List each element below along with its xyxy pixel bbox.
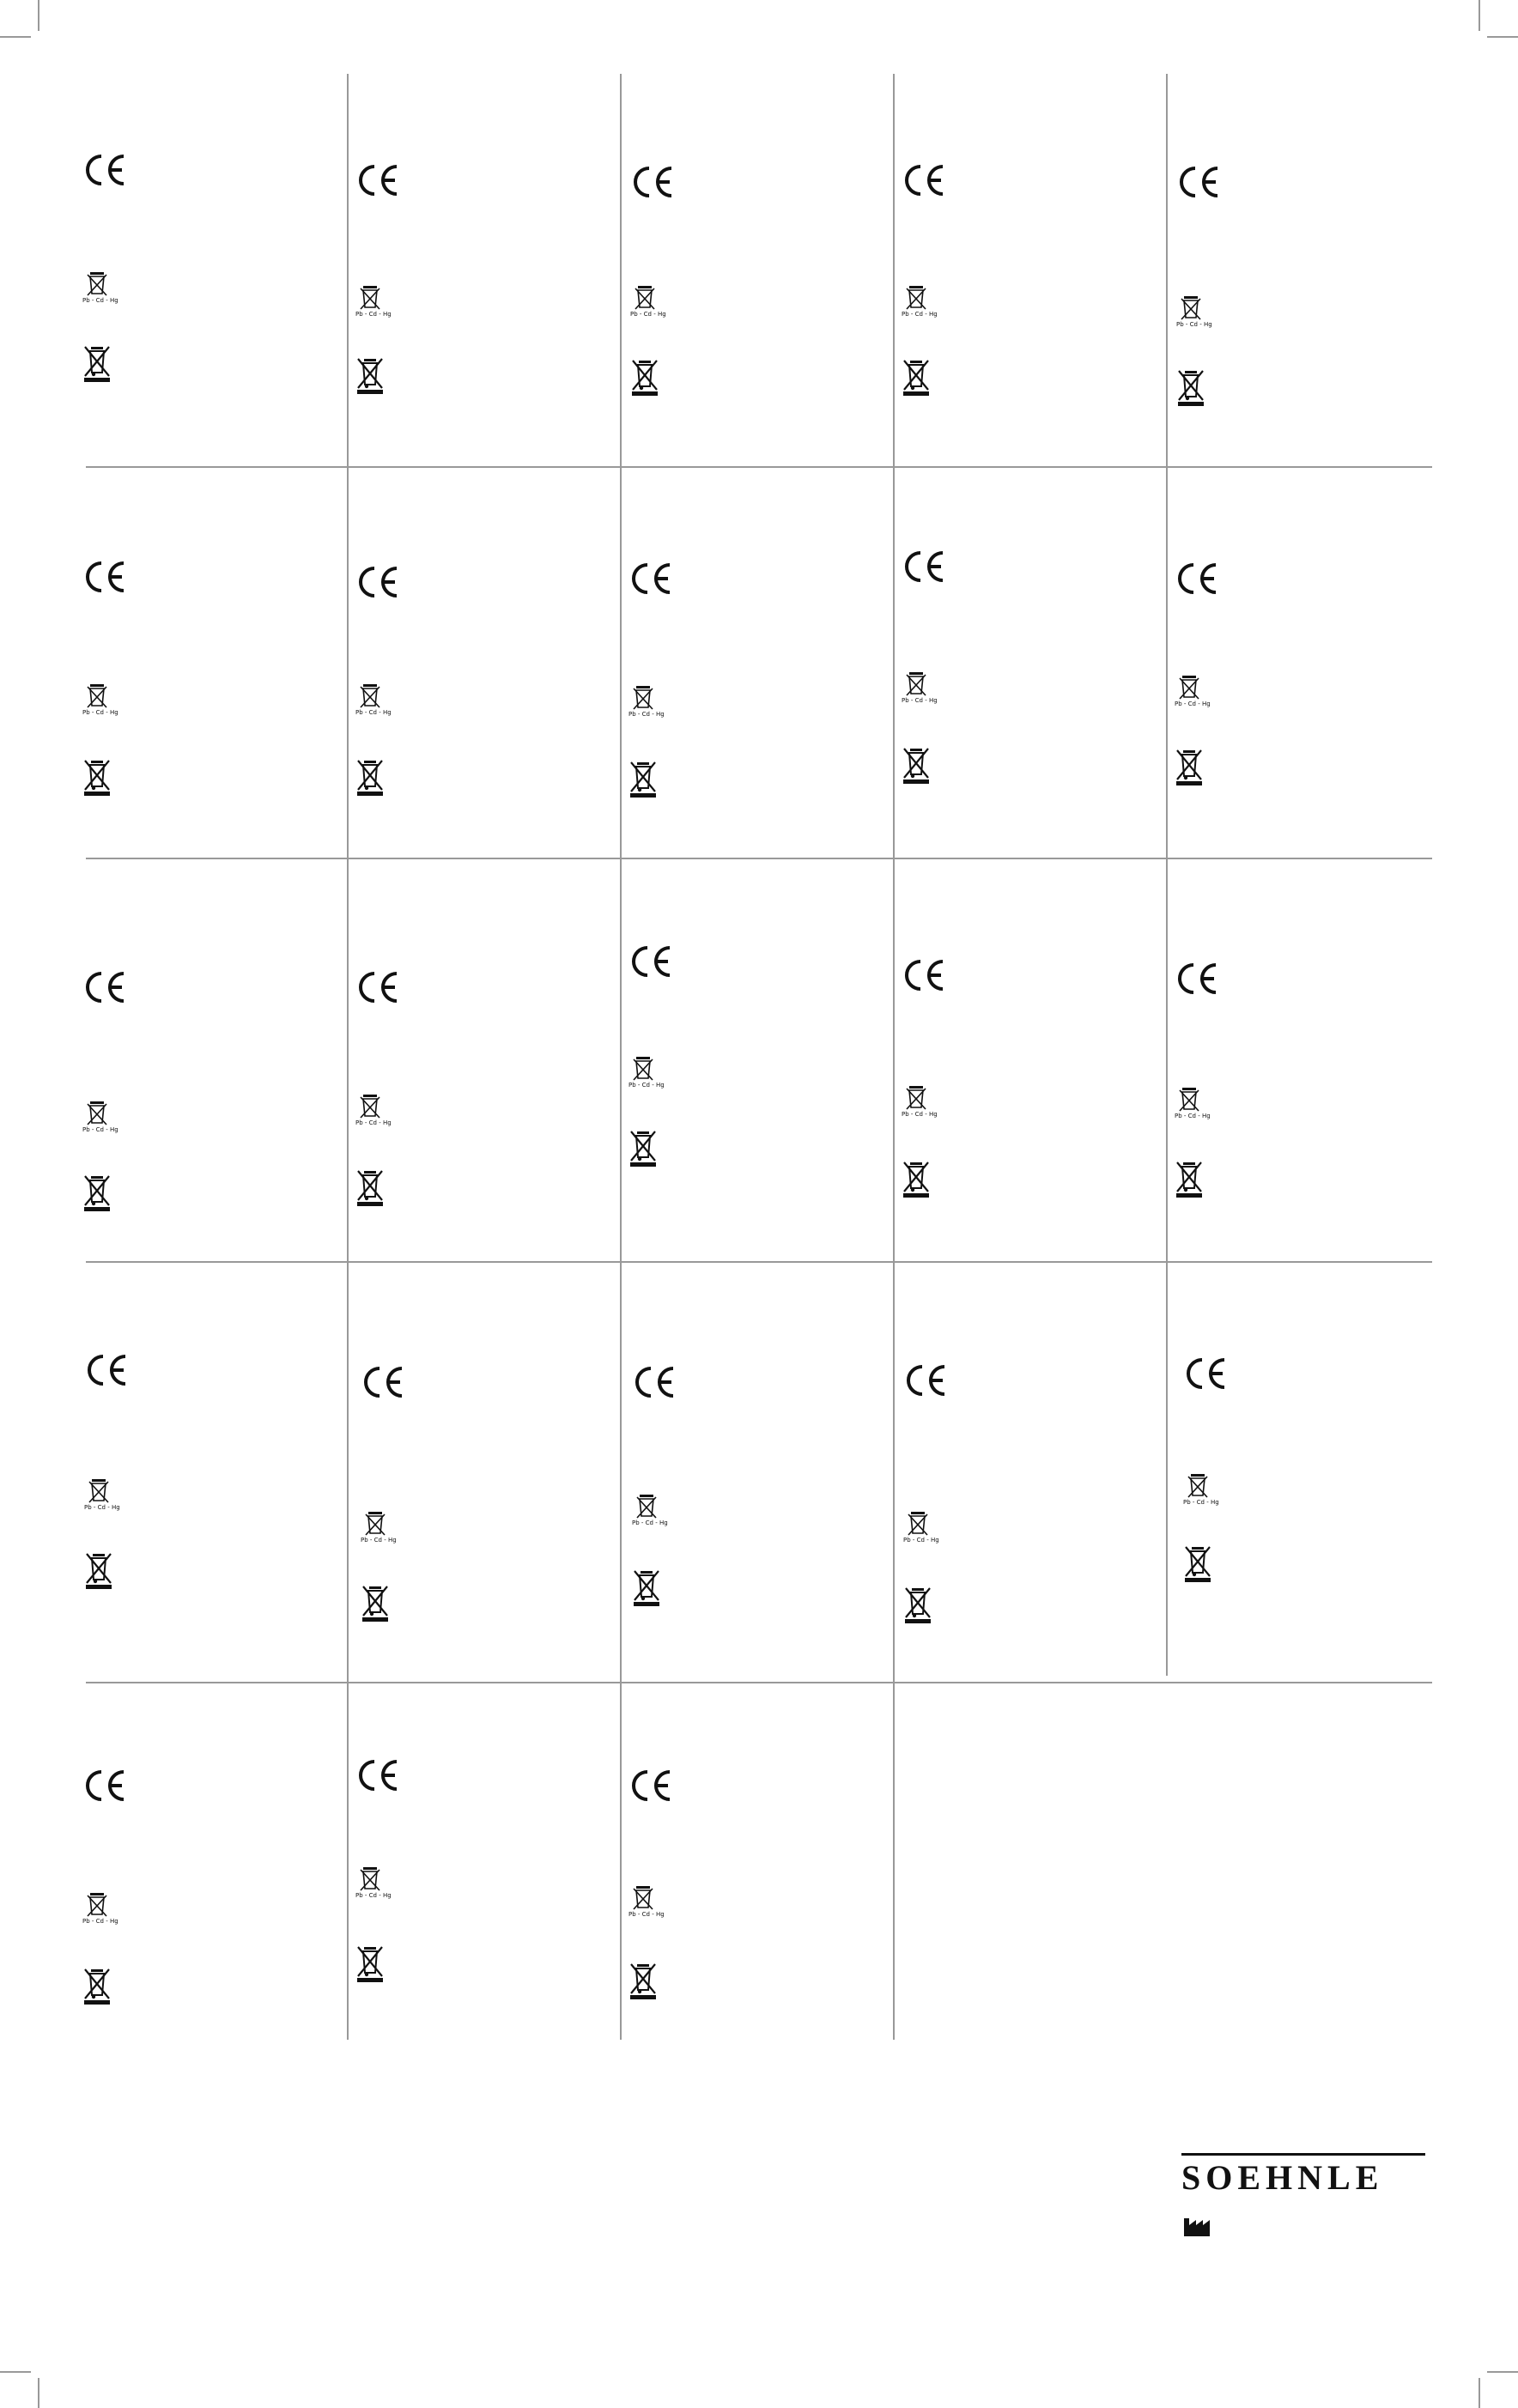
weee-bin-icon xyxy=(902,745,931,785)
battery-disposal-icon xyxy=(630,285,666,321)
crop-mark xyxy=(1479,2378,1480,2408)
ce-mark-icon xyxy=(902,956,946,994)
ce-mark-icon xyxy=(82,968,127,1006)
battery-disposal-icon xyxy=(84,1478,120,1514)
symbol-cell xyxy=(82,1265,349,1643)
battery-chemicals-label: Pb - Cd - Hg xyxy=(84,1504,120,1511)
symbol-cell xyxy=(81,470,347,848)
weee-bin-icon xyxy=(902,357,931,397)
symbol-cell xyxy=(354,74,620,452)
ce-mark-icon xyxy=(355,563,400,601)
ce-mark-icon xyxy=(82,151,127,189)
battery-disposal-icon xyxy=(82,1101,118,1137)
grid-row-divider xyxy=(86,858,1432,859)
weee-bin-icon xyxy=(1175,747,1204,786)
ce-mark-icon xyxy=(361,1363,405,1401)
battery-disposal-icon xyxy=(361,1511,397,1547)
battery-chemicals-label: Pb - Cd - Hg xyxy=(355,1892,392,1899)
grid-row-divider xyxy=(86,1261,1432,1263)
battery-disposal-icon xyxy=(355,1094,392,1130)
ce-mark-icon xyxy=(1176,163,1221,201)
battery-chemicals-label: Pb - Cd - Hg xyxy=(82,709,118,716)
weee-bin-icon xyxy=(903,1585,932,1624)
battery-chemicals-label: Pb - Cd - Hg xyxy=(82,297,118,304)
battery-disposal-icon xyxy=(632,1494,668,1530)
weee-bin-icon xyxy=(1183,1544,1212,1583)
brand-logo xyxy=(1181,2153,1429,2195)
ce-mark-icon xyxy=(632,1363,677,1401)
weee-bin-icon xyxy=(1175,1159,1204,1198)
battery-disposal-icon xyxy=(1176,295,1212,331)
symbol-cell xyxy=(627,470,893,848)
weee-bin-icon xyxy=(361,1583,390,1623)
weee-bin-icon xyxy=(902,1159,931,1198)
grid-column-divider xyxy=(620,74,622,2040)
weee-bin-icon xyxy=(630,357,659,397)
grid-row-divider xyxy=(86,1682,1432,1683)
crop-mark xyxy=(1487,36,1518,38)
weee-bin-icon xyxy=(628,759,658,798)
battery-chemicals-label: Pb - Cd - Hg xyxy=(903,1537,939,1544)
ce-mark-icon xyxy=(84,1351,129,1389)
weee-bin-icon xyxy=(628,1961,658,2000)
battery-chemicals-label: Pb - Cd - Hg xyxy=(355,709,392,716)
crop-mark xyxy=(0,36,31,38)
ce-mark-icon xyxy=(902,548,946,585)
ce-mark-icon xyxy=(355,968,400,1006)
symbol-cell xyxy=(630,1265,896,1643)
battery-disposal-icon xyxy=(355,1866,392,1902)
battery-chemicals-label: Pb - Cd - Hg xyxy=(355,1119,392,1126)
battery-chemicals-label: Pb - Cd - Hg xyxy=(628,711,665,718)
battery-disposal-icon xyxy=(628,1885,665,1921)
manufacturer-factory-icon xyxy=(1183,2215,1211,2237)
battery-chemicals-label: Pb - Cd - Hg xyxy=(82,1126,118,1133)
brand-name: SOEHNLE xyxy=(1181,2158,1384,2197)
ce-mark-icon xyxy=(903,1362,948,1399)
battery-chemicals-label: Pb - Cd - Hg xyxy=(632,1519,668,1526)
ce-mark-icon xyxy=(1183,1355,1228,1392)
battery-disposal-icon xyxy=(628,685,665,721)
ce-mark-icon xyxy=(630,163,675,201)
battery-chemicals-label: Pb - Cd - Hg xyxy=(1176,321,1212,328)
battery-disposal-icon xyxy=(902,285,938,321)
symbol-cell xyxy=(354,470,620,848)
battery-disposal-icon xyxy=(902,1085,938,1121)
weee-bin-icon xyxy=(355,355,385,395)
symbol-cell xyxy=(81,74,347,452)
weee-bin-icon xyxy=(82,343,112,383)
battery-disposal-icon xyxy=(903,1511,939,1547)
battery-chemicals-label: Pb - Cd - Hg xyxy=(630,311,666,318)
weee-bin-icon xyxy=(84,1550,113,1590)
battery-chemicals-label: Pb - Cd - Hg xyxy=(628,1911,665,1918)
symbol-cell xyxy=(1173,470,1439,848)
symbol-cell xyxy=(628,74,895,452)
ce-mark-icon xyxy=(628,1767,673,1804)
battery-chemicals-label: Pb - Cd - Hg xyxy=(902,1111,938,1118)
battery-chemicals-label: Pb - Cd - Hg xyxy=(1175,701,1211,707)
symbol-cell xyxy=(627,1686,893,2064)
battery-disposal-icon xyxy=(1175,675,1211,711)
logo-rule xyxy=(1181,2153,1425,2156)
ce-mark-icon xyxy=(628,560,673,597)
ce-mark-icon xyxy=(82,558,127,596)
battery-disposal-icon xyxy=(628,1056,665,1092)
battery-chemicals-label: Pb - Cd - Hg xyxy=(902,311,938,318)
battery-disposal-icon xyxy=(355,683,392,719)
ce-mark-icon xyxy=(355,161,400,199)
ce-mark-icon xyxy=(902,161,946,199)
weee-bin-icon xyxy=(82,757,112,797)
weee-bin-icon xyxy=(355,1168,385,1207)
symbol-cell xyxy=(900,862,1166,1240)
weee-bin-icon xyxy=(628,1128,658,1168)
symbol-cell xyxy=(627,862,893,1240)
weee-bin-icon xyxy=(1176,367,1205,407)
symbol-cell xyxy=(902,1265,1168,1643)
symbol-cell xyxy=(900,470,1166,848)
symbol-cell xyxy=(354,1686,620,2064)
symbol-cell xyxy=(354,862,620,1240)
grid-column-divider xyxy=(347,74,349,2040)
battery-chemicals-label: Pb - Cd - Hg xyxy=(1183,1499,1219,1506)
battery-disposal-icon xyxy=(1183,1473,1219,1509)
symbol-cell xyxy=(359,1265,625,1643)
crop-mark xyxy=(1479,0,1480,31)
symbol-cell xyxy=(81,862,347,1240)
crop-mark xyxy=(0,2371,31,2373)
battery-disposal-icon xyxy=(1175,1087,1211,1123)
crop-mark xyxy=(38,0,39,31)
symbol-cell xyxy=(1175,74,1441,452)
battery-disposal-icon xyxy=(82,683,118,719)
crop-mark xyxy=(38,2378,39,2408)
battery-chemicals-label: Pb - Cd - Hg xyxy=(361,1537,397,1544)
weee-bin-icon xyxy=(355,757,385,797)
battery-chemicals-label: Pb - Cd - Hg xyxy=(82,1918,118,1925)
battery-disposal-icon xyxy=(902,671,938,707)
symbol-cell xyxy=(81,1686,347,2064)
battery-disposal-icon xyxy=(82,271,118,307)
ce-mark-icon xyxy=(1175,960,1219,998)
ce-mark-icon xyxy=(355,1756,400,1794)
ce-mark-icon xyxy=(628,943,673,980)
symbol-cell xyxy=(1173,862,1439,1240)
grid-row-divider xyxy=(86,466,1432,468)
battery-chemicals-label: Pb - Cd - Hg xyxy=(355,311,392,318)
weee-bin-icon xyxy=(82,1966,112,2005)
weee-bin-icon xyxy=(82,1173,112,1212)
crop-mark xyxy=(1487,2371,1518,2373)
symbol-cell xyxy=(1181,1265,1448,1643)
weee-bin-icon xyxy=(632,1568,661,1607)
ce-mark-icon xyxy=(82,1767,127,1804)
battery-chemicals-label: Pb - Cd - Hg xyxy=(902,697,938,704)
battery-disposal-icon xyxy=(82,1892,118,1928)
battery-disposal-icon xyxy=(355,285,392,321)
weee-bin-icon xyxy=(355,1944,385,1983)
symbol-cell xyxy=(900,74,1166,452)
battery-chemicals-label: Pb - Cd - Hg xyxy=(628,1082,665,1089)
ce-mark-icon xyxy=(1175,560,1219,597)
battery-chemicals-label: Pb - Cd - Hg xyxy=(1175,1113,1211,1119)
